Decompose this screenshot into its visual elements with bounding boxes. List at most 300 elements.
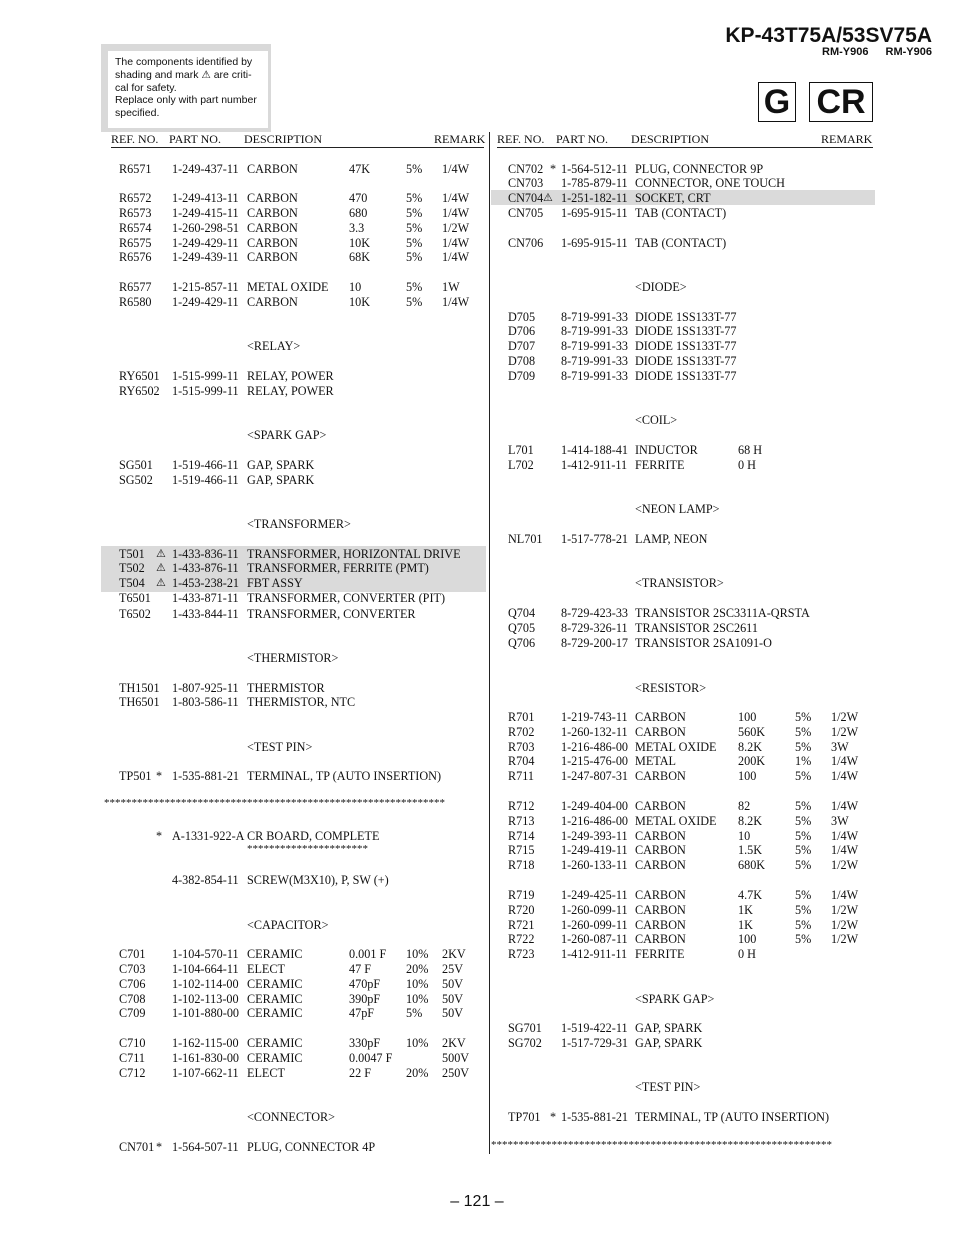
part-ref: T502 — [119, 561, 145, 575]
part-ref: R715 — [508, 843, 535, 857]
part-number: 1-412-911-11 — [561, 458, 628, 472]
part-ref: L701 — [508, 443, 534, 457]
notice-line: The components identified by — [115, 56, 253, 68]
part-tolerance: 5% — [795, 799, 812, 813]
part-ref: R723 — [508, 947, 535, 961]
part-number: 8-729-200-17 — [561, 636, 629, 650]
section-heading: <CAPACITOR> — [247, 918, 329, 932]
part-value: 82 — [738, 799, 751, 813]
part-value: 100 — [738, 710, 757, 724]
notice-line: shading and mark ⚠ are criti- — [115, 68, 252, 81]
part-ref: R711 — [508, 769, 534, 783]
part-value: 68K — [349, 250, 370, 264]
part-description: METAL OXIDE — [635, 814, 717, 828]
section-heading: <NEON LAMP> — [635, 502, 720, 516]
part-number: 1-249-393-11 — [561, 829, 628, 843]
model-title: KP-43T75A/53SV75A — [725, 24, 932, 47]
part-description: CARBON — [635, 829, 686, 843]
part-mark: ⚠ — [543, 191, 553, 204]
part-ref: R6573 — [119, 206, 152, 220]
part-ref: TP701 — [508, 1110, 541, 1124]
section-heading: <TEST PIN> — [247, 740, 313, 754]
part-rating: 1/4W — [831, 829, 859, 843]
part-description: CONNECTOR, ONE TOUCH — [635, 176, 785, 190]
part-number: 1-249-429-11 — [172, 236, 239, 250]
part-tolerance: 10% — [406, 992, 429, 1006]
part-description: TRANSISTOR 2SA1091-O — [635, 636, 772, 650]
part-description: CARBON — [635, 888, 686, 902]
part-value: 47pF — [349, 1006, 375, 1020]
part-value: 470pF — [349, 977, 381, 991]
part-number: 1-216-486-00 — [561, 814, 629, 828]
part-description: TRANSFORMER, FERRITE (PMT) — [247, 561, 429, 575]
part-value: 0.0047 F — [349, 1051, 393, 1065]
part-description: CERAMIC — [247, 1036, 303, 1050]
part-tolerance: 5% — [406, 236, 423, 250]
part-description: FBT ASSY — [247, 576, 303, 590]
part-value: 1K — [738, 903, 753, 917]
part-ref: D708 — [508, 354, 536, 368]
part-number: 1-515-999-11 — [172, 384, 239, 398]
part-number: 1-102-114-00 — [172, 977, 239, 991]
part-number: 1-161-830-00 — [172, 1051, 240, 1065]
part-description: DIODE 1SS133T-77 — [635, 369, 737, 383]
part-rating: 1/4W — [831, 769, 859, 783]
part-number: 1-260-133-11 — [561, 858, 628, 872]
part-description: CERAMIC — [247, 947, 303, 961]
part-ref: CN705 — [508, 206, 544, 220]
part-rating: 1/4W — [831, 799, 859, 813]
part-description: LAMP, NEON — [635, 532, 708, 546]
part-tolerance: 5% — [406, 295, 423, 309]
part-description: CARBON — [635, 918, 686, 932]
board-label-cr: CR — [809, 82, 873, 122]
part-value: 330pF — [349, 1036, 381, 1050]
part-tolerance: 5% — [795, 710, 812, 724]
part-ref: SG701 — [508, 1021, 542, 1035]
part-description: METAL OXIDE — [247, 280, 329, 294]
part-ref: Q706 — [508, 636, 536, 650]
part-ref: CN704 — [508, 191, 544, 205]
part-value: 100 — [738, 932, 757, 946]
part-description: TRANSFORMER, CONVERTER (PIT) — [247, 591, 446, 605]
part-description: PLUG, CONNECTOR 4P — [247, 1140, 376, 1154]
part-number: 1-535-881-21 — [561, 1110, 629, 1124]
part-description: TRANSISTOR 2SC3311A-QRSTA — [635, 606, 810, 620]
part-value: 10K — [349, 236, 370, 250]
part-description: SOCKET, CRT — [635, 191, 711, 205]
part-number: 8-729-423-33 — [561, 606, 629, 620]
part-rating: 1/2W — [831, 858, 859, 872]
part-tolerance: 5% — [406, 280, 423, 294]
part-description: CERAMIC — [247, 1051, 303, 1065]
part-tolerance: 5% — [406, 206, 423, 220]
part-description: GAP, SPARK — [635, 1036, 703, 1050]
part-value: 470 — [349, 191, 368, 205]
part-number: A-1331-922-A — [172, 829, 245, 843]
column-remark: REMARK — [821, 132, 873, 146]
section-heading: <DIODE> — [635, 280, 687, 294]
part-number: 1-162-115-00 — [172, 1036, 239, 1050]
part-ref: D706 — [508, 324, 536, 338]
part-description: THERMISTOR, NTC — [247, 695, 356, 709]
separator-stars: ************************************************************** — [491, 1139, 832, 1151]
part-value: 1.5K — [738, 843, 763, 857]
part-number: 1-695-915-11 — [561, 236, 628, 250]
part-description: SCREW(M3X10), P, SW (+) — [247, 873, 389, 887]
part-description: DIODE 1SS133T-77 — [635, 310, 737, 324]
separator-stars: ********************** — [247, 843, 368, 855]
part-rating: 1/4W — [442, 250, 470, 264]
part-tolerance: 10% — [406, 1036, 429, 1050]
part-description: DIODE 1SS133T-77 — [635, 339, 737, 353]
part-description: THERMISTOR — [247, 681, 325, 695]
part-value: 68 H — [738, 443, 763, 457]
part-mark: ⚠ — [156, 561, 166, 574]
part-tolerance: 5% — [406, 1006, 423, 1020]
part-description: ELECT — [247, 1066, 285, 1080]
part-ref: C711 — [119, 1051, 145, 1065]
part-number: 1-249-415-11 — [172, 206, 239, 220]
part-description: TERMINAL, TP (AUTO INSERTION) — [247, 769, 442, 783]
part-rating: 1/2W — [831, 932, 859, 946]
part-description: INDUCTOR — [635, 443, 698, 457]
part-number: 1-260-132-11 — [561, 725, 628, 739]
part-description: FERRITE — [635, 458, 685, 472]
part-tolerance: 5% — [406, 221, 423, 235]
part-ref: C703 — [119, 962, 146, 976]
part-ref: CN702 — [508, 162, 544, 176]
part-number: 1-433-844-11 — [172, 607, 239, 621]
part-tolerance: 5% — [406, 191, 423, 205]
notice-line: cal for safety. — [115, 81, 177, 94]
part-value: 1K — [738, 918, 753, 932]
part-mark: * — [156, 769, 163, 783]
remote-model: RM-Y906 — [822, 46, 869, 58]
part-rating: 1/4W — [442, 191, 470, 205]
part-number: 1-517-729-31 — [561, 1036, 629, 1050]
part-number: 1-102-113-00 — [172, 992, 239, 1006]
part-number: 1-249-404-00 — [561, 799, 629, 813]
part-rating: 1/2W — [442, 221, 470, 235]
part-ref: R714 — [508, 829, 535, 843]
part-tolerance: 5% — [406, 250, 423, 264]
part-description: RELAY, POWER — [247, 369, 334, 383]
part-ref: CN703 — [508, 176, 544, 190]
part-value: 100 — [738, 769, 757, 783]
part-rating: 25V — [442, 962, 463, 976]
part-value: 22 F — [349, 1066, 372, 1080]
part-description: DIODE 1SS133T-77 — [635, 354, 737, 368]
part-ref: T6501 — [119, 591, 151, 605]
part-ref: C708 — [119, 992, 146, 1006]
part-tolerance: 1% — [795, 754, 812, 768]
part-rating: 1W — [442, 280, 460, 294]
part-value: 680 — [349, 206, 368, 220]
part-rating: 2KV — [442, 947, 466, 961]
part-mark: * — [550, 162, 557, 176]
part-ref: R702 — [508, 725, 535, 739]
part-ref: R719 — [508, 888, 535, 902]
part-value: 10K — [349, 295, 370, 309]
part-value: 0.001 F — [349, 947, 387, 961]
part-rating: 1/4W — [831, 754, 859, 768]
part-number: 1-104-570-11 — [172, 947, 239, 961]
part-rating: 50V — [442, 1006, 463, 1020]
part-description: CARBON — [247, 221, 298, 235]
part-rating: 1/2W — [831, 725, 859, 739]
part-tolerance: 5% — [795, 888, 812, 902]
part-description: CR BOARD, COMPLETE — [247, 829, 380, 843]
part-number: 1-515-999-11 — [172, 369, 239, 383]
part-number: 1-433-836-11 — [172, 547, 239, 561]
column-header-right — [497, 132, 873, 148]
part-ref: C701 — [119, 947, 146, 961]
part-number: 1-519-422-11 — [561, 1021, 628, 1035]
part-description: GAP, SPARK — [247, 473, 315, 487]
part-ref: SG702 — [508, 1036, 542, 1050]
part-value: 680K — [738, 858, 766, 872]
part-ref: R712 — [508, 799, 535, 813]
part-description: TERMINAL, TP (AUTO INSERTION) — [635, 1110, 830, 1124]
column-desc: DESCRIPTION — [244, 132, 323, 146]
part-number: 1-251-182-11 — [561, 191, 628, 205]
part-rating: 1/4W — [831, 843, 859, 857]
part-number: 1-247-807-31 — [561, 769, 629, 783]
part-ref: TH6501 — [119, 695, 160, 709]
part-number: 8-719-991-33 — [561, 369, 629, 383]
part-mark: * — [550, 1110, 557, 1124]
part-ref: TP501 — [119, 769, 152, 783]
part-number: 1-260-099-11 — [561, 903, 628, 917]
part-ref: RY6501 — [119, 369, 160, 383]
part-description: CARBON — [635, 710, 686, 724]
part-number: 1-453-238-21 — [172, 576, 240, 590]
part-number: 1-260-298-51 — [172, 221, 240, 235]
part-ref: R722 — [508, 932, 535, 946]
part-number: 1-803-586-11 — [172, 695, 239, 709]
remote-model: RM-Y906 — [885, 46, 932, 58]
part-value: 200K — [738, 754, 766, 768]
part-rating: 2KV — [442, 1036, 466, 1050]
part-value: 0 H — [738, 458, 756, 472]
part-description: CARBON — [635, 843, 686, 857]
part-number: 1-107-662-11 — [172, 1066, 239, 1080]
part-number: 1-249-419-11 — [561, 843, 628, 857]
part-number: 8-729-326-11 — [561, 621, 628, 635]
part-number: 1-249-413-11 — [172, 191, 239, 205]
part-value: 8.2K — [738, 740, 763, 754]
part-ref: Q705 — [508, 621, 536, 635]
part-rating: 1/2W — [831, 903, 859, 917]
section-heading: <SPARK GAP> — [635, 992, 715, 1006]
part-description: CARBON — [247, 236, 298, 250]
part-number: 1-433-871-11 — [172, 591, 239, 605]
part-value: 560K — [738, 725, 766, 739]
part-ref: RY6502 — [119, 384, 160, 398]
part-mark: * — [156, 1140, 163, 1154]
part-tolerance: 20% — [406, 1066, 429, 1080]
column-remark: REMARK — [434, 132, 486, 146]
notice-line: specified. — [115, 107, 160, 120]
part-description: TRANSFORMER, HORIZONTAL DRIVE — [247, 547, 461, 561]
section-heading: <RESISTOR> — [635, 681, 707, 695]
part-value: 0 H — [738, 947, 756, 961]
part-ref: L702 — [508, 458, 534, 472]
part-description: PLUG, CONNECTOR 9P — [635, 162, 764, 176]
section-heading: <TRANSFORMER> — [247, 517, 351, 531]
part-tolerance: 5% — [795, 829, 812, 843]
part-value: 10 — [738, 829, 751, 843]
part-number: 4-382-854-11 — [172, 873, 239, 887]
part-ref: T501 — [119, 547, 145, 561]
part-rating: 1/4W — [442, 295, 470, 309]
section-heading: <COIL> — [635, 413, 678, 427]
part-tolerance: 20% — [406, 962, 429, 976]
part-number: 1-101-880-00 — [172, 1006, 240, 1020]
part-tolerance: 5% — [795, 740, 812, 754]
part-number: 1-519-466-11 — [172, 458, 239, 472]
part-rating: 1/2W — [831, 918, 859, 932]
part-description: GAP, SPARK — [635, 1021, 703, 1035]
part-ref: C706 — [119, 977, 146, 991]
part-description: CARBON — [635, 858, 686, 872]
part-ref: SG502 — [119, 473, 153, 487]
safety-notice — [101, 44, 271, 132]
part-tolerance: 5% — [795, 918, 812, 932]
part-rating: 1/2W — [831, 710, 859, 724]
part-number: 1-414-188-41 — [561, 443, 629, 457]
part-tolerance: 5% — [795, 769, 812, 783]
part-tolerance: 5% — [795, 903, 812, 917]
column-divider — [489, 132, 490, 1154]
part-number: 1-260-099-11 — [561, 918, 628, 932]
part-number: 1-433-876-11 — [172, 561, 239, 575]
part-tolerance: 5% — [406, 162, 423, 176]
part-description: TAB (CONTACT) — [635, 236, 727, 250]
part-ref: R704 — [508, 754, 535, 768]
column-header-left — [111, 132, 484, 148]
part-value: 47K — [349, 162, 370, 176]
section-heading: <THERMISTOR> — [247, 651, 339, 665]
part-ref: R701 — [508, 710, 535, 724]
part-number: 8-719-991-33 — [561, 339, 629, 353]
part-description: CERAMIC — [247, 992, 303, 1006]
part-number: 1-215-476-00 — [561, 754, 629, 768]
part-ref: R6577 — [119, 280, 152, 294]
part-value: 3.3 — [349, 221, 365, 235]
part-ref: D707 — [508, 339, 536, 353]
part-ref: NL701 — [508, 532, 543, 546]
part-description: CARBON — [635, 799, 686, 813]
part-number: 1-785-879-11 — [561, 176, 628, 190]
part-number: 1-249-439-11 — [172, 250, 239, 264]
part-ref: CN706 — [508, 236, 544, 250]
part-number: 1-249-429-11 — [172, 295, 239, 309]
part-number: 1-215-857-11 — [172, 280, 239, 294]
part-description: TAB (CONTACT) — [635, 206, 727, 220]
part-mark: ⚠ — [156, 576, 166, 589]
part-number: 1-249-437-11 — [172, 162, 239, 176]
part-value: 4.7K — [738, 888, 763, 902]
part-rating: 3W — [831, 814, 849, 828]
part-description: ELECT — [247, 962, 285, 976]
part-description: GAP, SPARK — [247, 458, 315, 472]
part-ref: R721 — [508, 918, 535, 932]
part-tolerance: 5% — [795, 843, 812, 857]
part-value: 10 — [349, 280, 362, 294]
part-ref: SG501 — [119, 458, 153, 472]
part-tolerance: 5% — [795, 725, 812, 739]
part-ref: R6571 — [119, 162, 152, 176]
part-ref: R6574 — [119, 221, 152, 235]
part-description: CARBON — [247, 295, 298, 309]
part-number: 1-519-466-11 — [172, 473, 239, 487]
part-ref: R6576 — [119, 250, 152, 264]
part-description: TRANSISTOR 2SC2611 — [635, 621, 758, 635]
part-value: 390pF — [349, 992, 381, 1006]
part-rating: 3W — [831, 740, 849, 754]
part-mark: * — [156, 829, 163, 843]
safety-notice-text — [108, 51, 268, 128]
part-description: METAL OXIDE — [635, 740, 717, 754]
part-description: CARBON — [635, 769, 686, 783]
part-number: 1-412-911-11 — [561, 947, 628, 961]
part-mark: ⚠ — [156, 547, 166, 560]
section-heading: <SPARK GAP> — [247, 428, 327, 442]
part-rating: 500V — [442, 1051, 470, 1065]
part-rating: 1/4W — [442, 236, 470, 250]
part-description: FERRITE — [635, 947, 685, 961]
part-ref: T504 — [119, 576, 145, 590]
part-description: CARBON — [635, 725, 686, 739]
part-rating: 250V — [442, 1066, 470, 1080]
page-number: – 121 – — [450, 1193, 504, 1210]
part-number: 1-249-425-11 — [561, 888, 628, 902]
part-ref: R703 — [508, 740, 535, 754]
part-rating: 50V — [442, 977, 463, 991]
part-number: 1-535-881-21 — [172, 769, 240, 783]
part-description: DIODE 1SS133T-77 — [635, 324, 737, 338]
model-header — [725, 24, 932, 58]
part-ref: CN701 — [119, 1140, 155, 1154]
part-number: 8-719-991-33 — [561, 310, 629, 324]
notice-line: Replace only with part number — [115, 94, 257, 107]
part-number: 1-104-664-11 — [172, 962, 239, 976]
part-description: CARBON — [635, 903, 686, 917]
part-ref: R6580 — [119, 295, 152, 309]
part-number: 1-517-778-21 — [561, 532, 629, 546]
part-rating: 1/4W — [442, 206, 470, 220]
separator-stars: ************************************************************** — [104, 797, 445, 809]
section-heading: <RELAY> — [247, 339, 301, 353]
part-rating: 50V — [442, 992, 463, 1006]
part-number: 8-719-991-33 — [561, 324, 629, 338]
part-ref: R6572 — [119, 191, 152, 205]
part-description: CERAMIC — [247, 1006, 303, 1020]
part-ref: C712 — [119, 1066, 146, 1080]
part-number: 1-695-915-11 — [561, 206, 628, 220]
part-value: 8.2K — [738, 814, 763, 828]
part-ref: D709 — [508, 369, 536, 383]
part-number: 1-260-087-11 — [561, 932, 628, 946]
part-tolerance: 5% — [795, 858, 812, 872]
part-description: CARBON — [247, 250, 298, 264]
part-ref: R713 — [508, 814, 535, 828]
part-ref: R720 — [508, 903, 535, 917]
part-description: CARBON — [247, 162, 298, 176]
part-number: 1-219-743-11 — [561, 710, 628, 724]
